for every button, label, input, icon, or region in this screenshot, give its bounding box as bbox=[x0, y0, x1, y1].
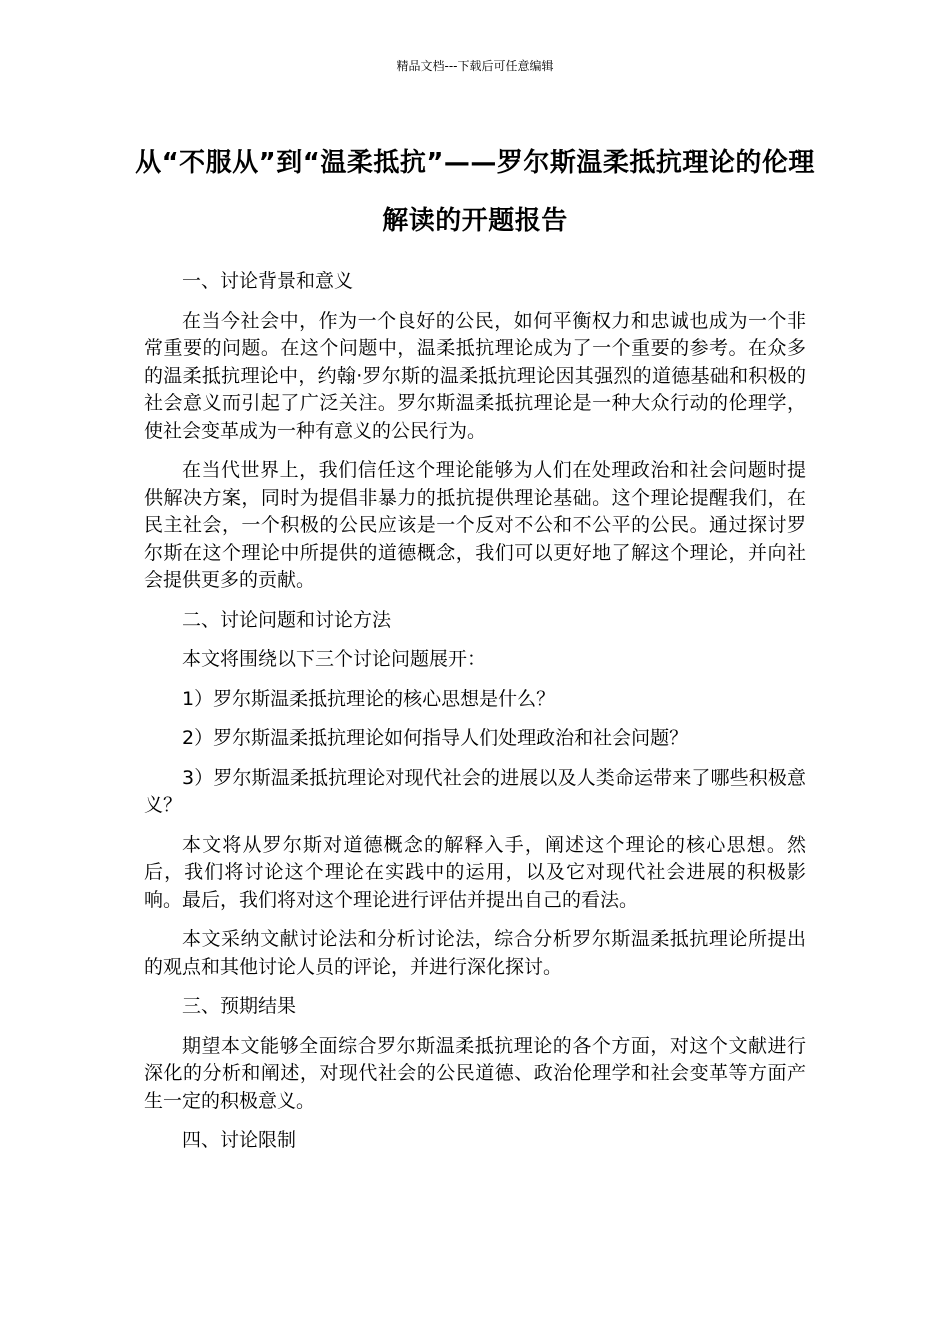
paragraph: 本文将围绕以下三个讨论问题展开： bbox=[182, 648, 487, 670]
document-body bbox=[144, 268, 806, 1167]
section-heading-background: 一、讨论背景和意义 bbox=[182, 270, 354, 292]
paragraph: 在当今社会中，作为一个良好的公民，如何平衡权力和忠诚也成为一个非常重要的问题。在这个问题中，温柔抵抗理论成为了一个重要的参考。在众多的温柔抵抗理论中，约翰·罗尔斯的温柔抵抗理论因其强烈的道德基础和积极的社会意义而引起了广泛关注。罗尔斯温柔抵抗理论是一种大众行动的伦理学，使社会变革成为一种有意义的公民行为。 bbox=[144, 309, 806, 442]
paragraph: 期望本文能够全面综合罗尔斯温柔抵抗理论的各个方面，对这个文献进行深化的分析和阐述，对现代社会的公民道德、政治伦理学和社会变革等方面产生一定的积极意义。 bbox=[144, 1034, 806, 1112]
paragraph: 本文采纳文献讨论法和分析讨论法，综合分析罗尔斯温柔抵抗理论所提出的观点和其他讨论人员的评论，并进行深化探讨。 bbox=[144, 928, 806, 978]
document-title: 从“不服从”到“温柔抵抗”——罗尔斯温柔抵抗理论的伦理解读的开题报告 bbox=[135, 148, 815, 236]
paragraph: 在当代世界上，我们信任这个理论能够为人们在处理政治和社会问题时提供解决方案，同时为提倡非暴力的抵抗提供理论基础。这个理论提醒我们，在民主社会，一个积极的公民应该是一个反对不公和不公平的公民。通过探讨罗尔斯在这个理论中所提供的道德概念，我们可以更好地了解这个理论，并向社会提供更多的贡献。 bbox=[144, 459, 806, 591]
section-heading-questions-methods: 二、讨论问题和讨论方法 bbox=[182, 608, 392, 631]
list-item-question-2: 2）罗尔斯温柔抵抗理论如何指导人们处理政治和社会问题？ bbox=[182, 727, 689, 749]
section-heading-expected-results: 三、预期结果 bbox=[182, 995, 297, 1017]
list-item-question-1: 1）罗尔斯温柔抵抗理论的核心思想是什么？ bbox=[182, 687, 556, 710]
paragraph: 本文将从罗尔斯对道德概念的解释入手，阐述这个理论的核心思想。然后，我们将讨论这个理论在实践中的运用，以及它对现代社会进展的积极影响。最后，我们将对这个理论进行评估并提出自己的看法。 bbox=[144, 833, 806, 911]
section-heading-limitations: 四、讨论限制 bbox=[182, 1129, 297, 1151]
list-item-question-3: 3）罗尔斯温柔抵抗理论对现代社会的进展以及人类命运带来了哪些积极意义？ bbox=[144, 766, 806, 816]
header-note: 精品文档---下载后可任意编辑 bbox=[396, 59, 554, 73]
